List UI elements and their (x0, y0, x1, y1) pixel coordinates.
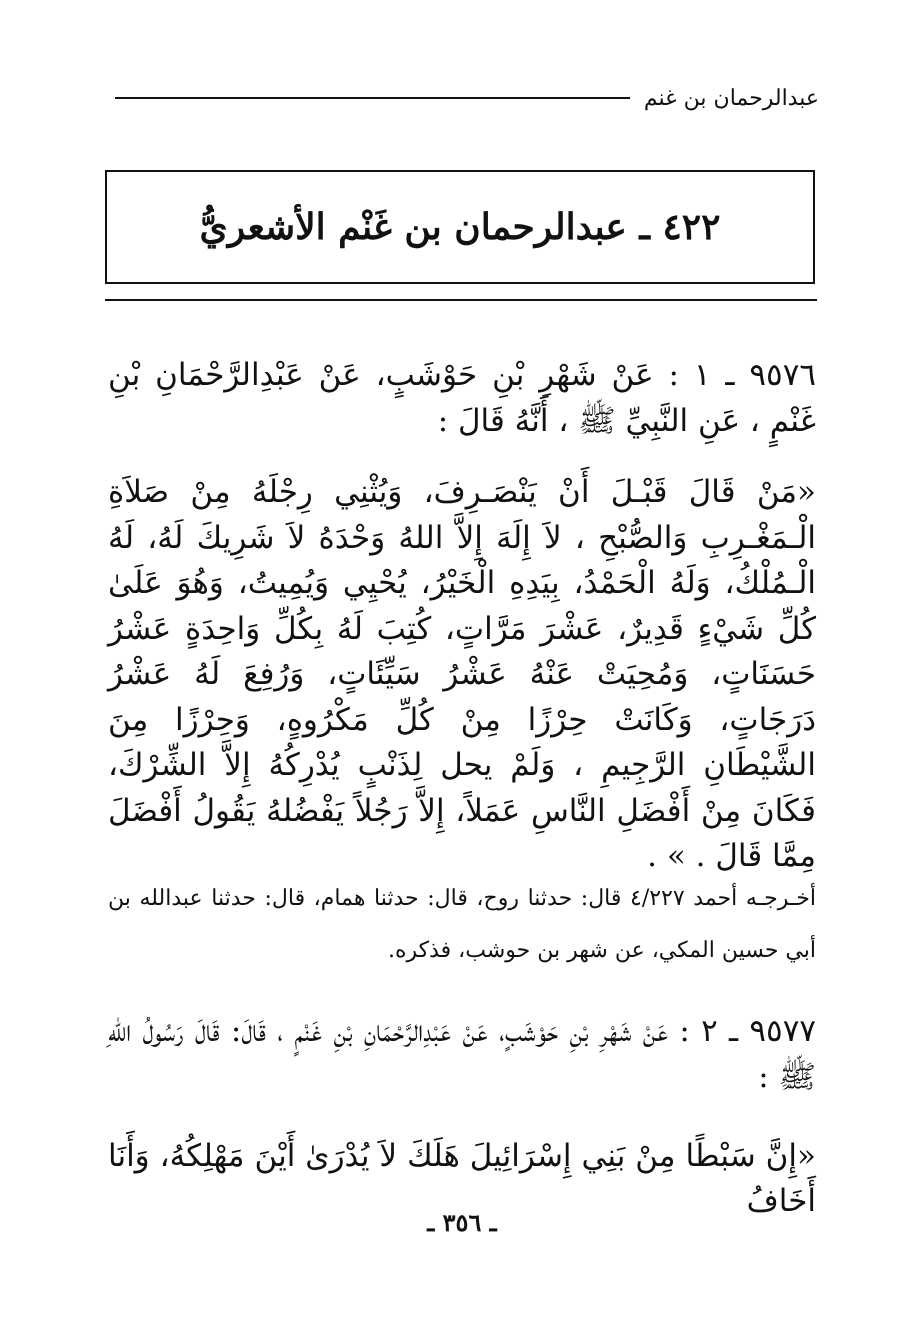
running-header-rule (115, 97, 630, 99)
running-header-text: عبدالرحمان بن غنم (643, 85, 819, 111)
hadith-9576-text (108, 352, 816, 444)
hadith-quote: «مَنْ قَالَ قَبْـلَ أَنْ يَنْصَـرِفَ، وَيُثْنِي رِجْلَهُ مِنْ صَلاَةِ الْـمَغْـرِبِ وَالصُّبْحِ ، لاَ إِلَهَ إِلاَّ اللهُ وَحْدَهُ لاَ شَرِيكَ لَهُ، لَهُ الْـمُلْكُ، وَلَهُ الْحَمْدُ، بِيَدِهِ الْخَيْرُ، يُحْيِي وَيُمِيتُ، وَهُوَ عَلَىٰ كُلِّ شَيْءٍ قَدِيرٌ، عَشْرَ مَرَّاتٍ، كُتِبَ لَهُ بِكُلِّ وَاحِدَةٍ عَشْرُ حَسَنَاتٍ، وَمُحِيَتْ عَنْهُ عَشْرُ سَيِّئَاتٍ، وَرُفِعَ لَهُ عَشْرُ دَرَجَاتٍ، وَكَانَتْ حِرْزًا مِنْ كُلِّ مَكْرُوهٍ، وَحِرْزًا مِنَ الشَّيْطَانِ الرَّجِيمِ ، وَلَمْ يحل لِذَنْبٍ يُدْرِكُهُ إِلاَّ الشِّرْكَ، فَكَانَ مِنْ أَفْضَلِ النَّاسِ عَمَلاً، إِلاَّ رَجُلاً يَفْضُلهُ يَقُولُ أَفْضَلَ مِمَّا قَالَ . » . (108, 474, 816, 874)
hadith-quote: «إِنَّ سَبْطًا مِنْ بَنِي إِسْرَائِيلَ هَلَكَ لاَ يُدْرَىٰ أَيْنَ مَهْلِكُهُ، وَأَنَا أَخَافُ (108, 1138, 816, 1219)
hadith-9576-source (108, 873, 816, 977)
hadith-9576-quote (108, 470, 816, 880)
chapter-title-box (105, 170, 815, 284)
hadith-9577-text (108, 1008, 816, 1100)
running-header (115, 78, 819, 118)
hadith-text: ٩٥٧٧ ـ ٢ : عَنْ شَهْرِ بْنِ حَوْشَبٍ، عَنْ عَبْدِالرَّحْمَانِ بْنِ غَنْمٍ ، قَالَ: قَالَ رَسُولُ اللهِ ﷺ : (108, 1013, 817, 1095)
hadith-source: أخـرجـه أحمد ٤/٢٢٧ قال: حدثنا روح، قال: حدثنا همام، قال: حدثنا عبدالله بن أبي حسين المكي، عن شهر بن حوشب، فذكره. (108, 886, 816, 963)
page-number: ـ ٣٥٦ ـ (427, 1208, 497, 1237)
chapter-title: ٤٢٢ ـ عبدالرحمان بن غَنْم الأشعريُّ (199, 206, 721, 248)
hadith-text: ٩٥٧٦ ـ ١ : عَنْ شَهْرِ بْنِ حَوْشَبٍ، عَنْ عَبْدِالرَّحْمَانِ بْنِ غَنْمٍ ، عَنِ النَّبِيِّ ﷺ ، أَنَّهُ قَالَ : (108, 357, 816, 439)
title-divider (105, 299, 817, 301)
